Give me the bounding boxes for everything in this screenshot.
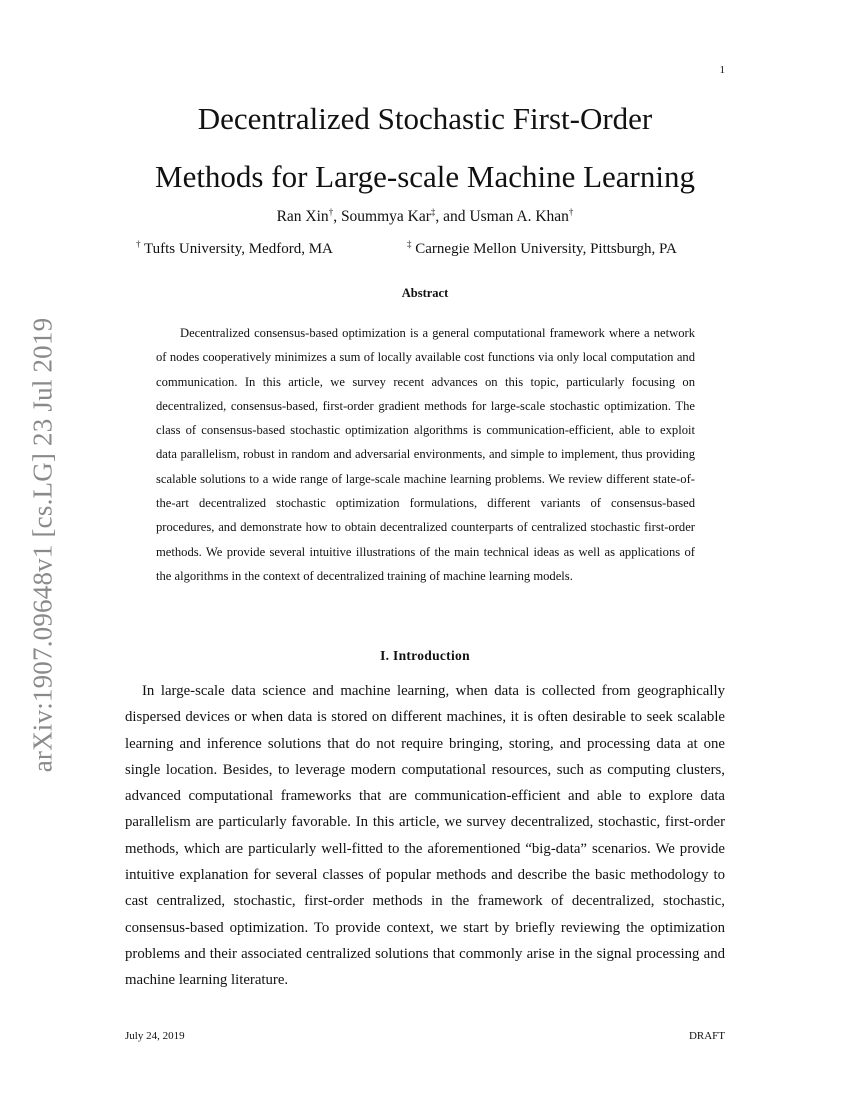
page-number: 1 [719,64,725,76]
section-heading: I. Introduction [380,648,470,663]
footer-draft-label: DRAFT [688,1030,725,1042]
abstract-heading: Abstract [401,286,449,300]
section-body: In large-scale data science and machine learning, when data is collected from geographically dispersed devices or when data is stored on different machines, it is often desirable to seek scalable learning and inference solutions that do not require bringing, storing, and processing data at one single location. Besides, to leverage modern computational resources, such as computing clusters, advanced computational frameworks that are communication-efficient and able to explore data parallelism are particularly favorable. In this article, we survey decentralized, stochastic, first-order methods, which are particularly well-fitted to the aforementioned “big-data” scenarios. We provide intuitive explanation for several classes of popular methods and describe the basic methodology to cast centralized, stochastic, first-order methods in the framework of decentralized, stochastic, consensus-based optimization. To provide context, we start by briefly reviewing the optimization problems and their associated centralized solutions that commonly arise in the signal processing and machine learning literature. [125,683,725,989]
author-affiliation-mark: ‡ [430,206,436,217]
affiliation-mark: † [136,239,141,249]
footer-date: July 24, 2019 [125,1030,185,1042]
author-name: Ran Xin [276,208,329,225]
affiliation-text: Tufts University, Medford, MA [143,241,333,257]
author-affiliation-mark: † [568,206,574,217]
author-name: Soummya Kar [340,208,431,225]
paper-title [100,90,750,206]
affiliation-mark: ‡ [407,239,412,249]
arxiv-identifier-stamp: arXiv:1907.09648v1 [cs.LG] 23 Jul 2019 [27,317,58,773]
author-affiliation-mark: † [328,206,334,217]
affiliation [136,241,333,258]
author-separator: , and [435,208,470,225]
affiliation [407,241,677,258]
author-name: Usman A. Khan [469,208,569,225]
abstract-body: Decentralized consensus-based optimization is a general computational framework where a network of nodes cooperatively minimizes a sum of locally available cost functions via only local computation and communication. In this article, we survey recent advances on this topic, particularly focusing on decentralized, consensus-based, first-order gradient methods for large-scale stochastic optimization. The class of consensus-based stochastic optimization algorithms is communication-efficient, able to exploit data parallelism, robust in random and adversarial environments, and simple to implement, thus providing scalable solutions to a wide range of large-scale machine learning problems. We review different state-of-the-art decentralized stochastic optimization formulations, different variants of consensus-based procedures, and demonstrate how to obtain decentralized counterparts of centralized stochastic first-order methods. We provide several intuitive illustrations of the main technical ideas as well as applications of the algorithms in the context of decentralized training of machine learning models. [156,326,695,583]
affiliation-text: Carnegie Mellon University, Pittsburgh, PA [415,241,677,257]
title-line-1: Decentralized Stochastic First-Order [197,101,653,136]
author-list [125,208,725,226]
title-line-2: Methods for Large-scale Machine Learning [155,159,695,194]
author-separator: , [333,208,341,225]
